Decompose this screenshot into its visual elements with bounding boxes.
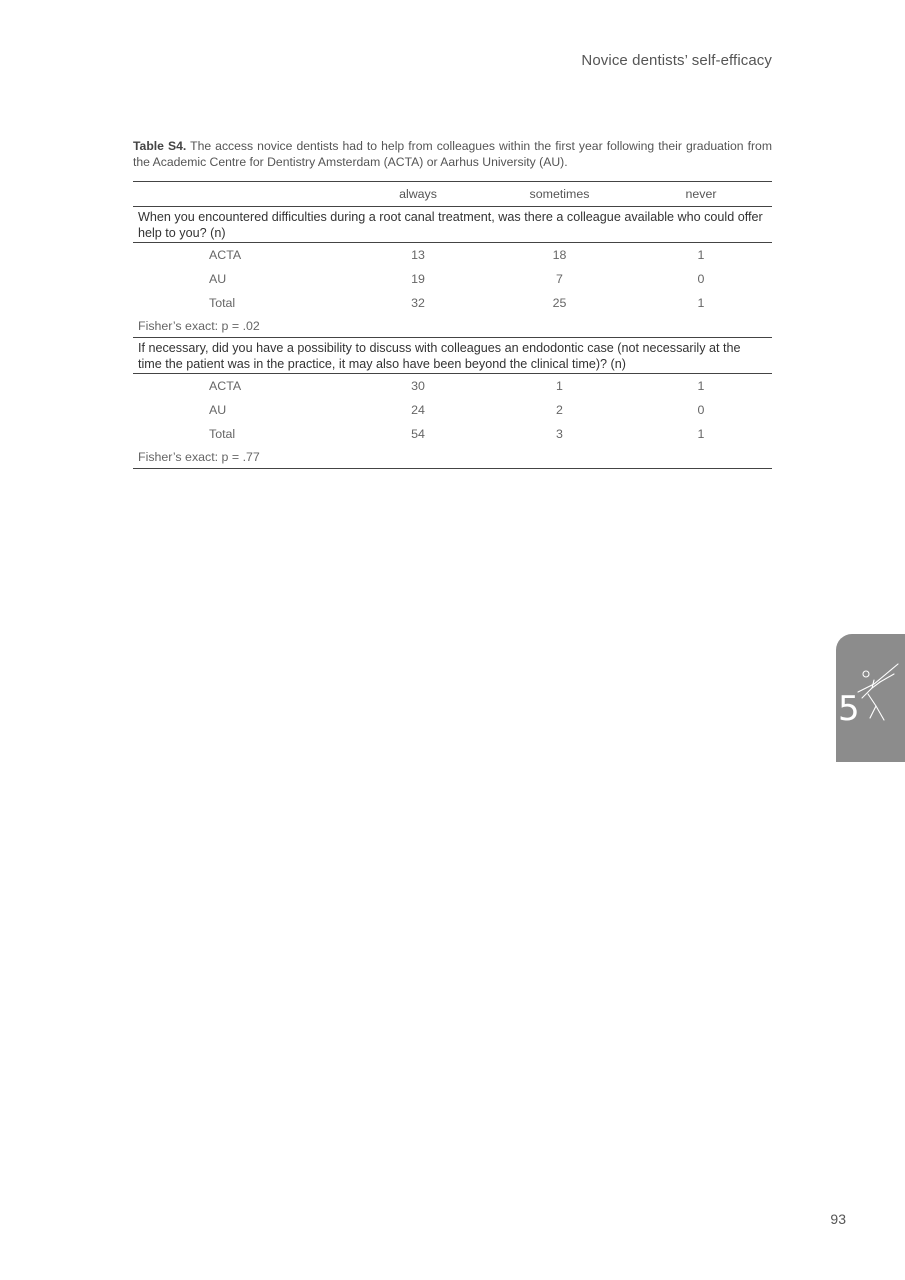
chapter-tab (836, 634, 905, 762)
column-header-empty (133, 182, 347, 207)
row-label: Total (209, 427, 236, 441)
cell-sometimes: 1 (556, 379, 563, 393)
statistic-row-2 (133, 446, 772, 469)
cell-never: 1 (697, 427, 705, 441)
statistic-text-1: Fisher’s exact: p = .02 (133, 315, 772, 338)
cell-never: 1 (697, 379, 705, 393)
cell-always: 24 (411, 403, 425, 417)
row-label: ACTA (209, 379, 242, 393)
row-label: Total (209, 296, 236, 310)
page-number: 93 (830, 1211, 846, 1227)
question-text-2: If necessary, did you have a possibility to discuss with colleagues an endodontic case (not necessarily at the time the patient was in the practice, it may also have been beyond the clinical time)? (n) (133, 338, 772, 374)
table-caption-text: The access novice dentists had to help from colleagues within the first year following their graduation from the Academic Centre for Dentistry Amsterdam (ACTA) or Aarhus University (AU). (133, 139, 772, 169)
table-row (133, 374, 772, 399)
question-text-1: When you encountered difficulties during a root canal treatment, was there a colleague available who could offer help to you? (n) (133, 207, 772, 243)
cell-sometimes: 7 (556, 272, 563, 286)
running-header: Novice dentists’ self-efficacy (581, 52, 772, 69)
cell-sometimes: 25 (552, 296, 567, 310)
cell-never: 0 (697, 272, 705, 286)
row-label: ACTA (209, 248, 242, 262)
statistic-row-1 (133, 315, 772, 338)
cell-always: 32 (411, 296, 425, 310)
figure-sketch-icon (836, 634, 905, 762)
chapter-number: 5 (838, 689, 860, 729)
cell-always: 54 (411, 427, 425, 441)
cell-always: 30 (411, 379, 425, 393)
column-header-sometimes: sometimes (489, 182, 630, 207)
cell-always: 19 (411, 272, 425, 286)
cell-never: 1 (697, 296, 705, 310)
row-label: AU (209, 272, 227, 286)
table-caption-label: Table S4. (133, 139, 187, 153)
results-table (133, 181, 772, 469)
column-header-always: always (347, 182, 489, 207)
table-row (133, 291, 772, 315)
question-row-2 (133, 338, 772, 374)
table-caption (133, 138, 772, 170)
table-row (133, 267, 772, 291)
table-row (133, 243, 772, 268)
table-row (133, 422, 772, 446)
statistic-text-2: Fisher’s exact: p = .77 (133, 446, 772, 469)
cell-sometimes: 18 (552, 248, 567, 262)
column-header-never: never (630, 182, 772, 207)
table-header-row (133, 182, 772, 207)
cell-sometimes: 2 (556, 403, 563, 417)
cell-always: 13 (411, 248, 425, 262)
cell-never: 1 (697, 248, 705, 262)
table-row (133, 398, 772, 422)
cell-never: 0 (697, 403, 705, 417)
question-row-1 (133, 207, 772, 243)
row-label: AU (209, 403, 227, 417)
cell-sometimes: 3 (556, 427, 563, 441)
